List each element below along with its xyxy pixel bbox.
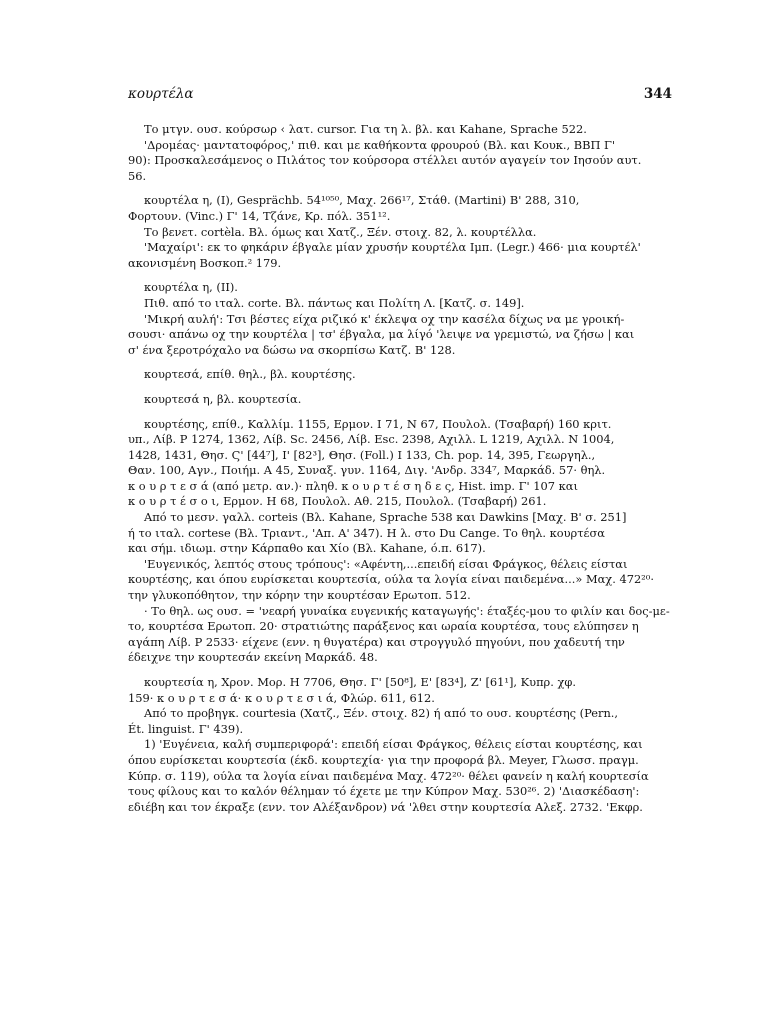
text-line: Ét. linguist. Γ' 439). <box>128 721 244 736</box>
text-line: Το μτγν. ουσ. κούρσωρ ‹ λατ. cursor. Για τη λ. βλ. και Kahane, Sprache 522. <box>144 122 587 136</box>
text-line: κουρτέλα η, (II). <box>144 280 238 295</box>
text-line: κ ο υ ρ τ ε σ ά (από μετρ. αν.)· πληθ. κ ο υ ρ τ έ σ η δ ε ς, Hist. imp. Γ' 107 και <box>128 478 578 493</box>
text-line: κουρτέσης, και όπου ευρίσκεται κουρτεσία, ούλα τα λογία είναι παιδεμένα...» Μαχ. 472²⁰· <box>128 572 654 587</box>
text-line: ακονισμένη Βοσκοπ.² 179. <box>128 255 282 270</box>
text-line: Από το προβηγκ. courtesia (Χατζ., Ξέν. στοιχ. 82) ή από το ουσ. κουρτέσης (Pern., <box>144 706 619 721</box>
text-line: την γλυκοπόθητον, την κόρην την κουρτέσαν Ερωτοπ. 512. <box>128 588 471 603</box>
running-head <box>128 86 672 102</box>
text-line: τους φίλους και το καλόν θέλημαν τό έχετε με την Κύπρον Μαχ. 530²⁶. 2) 'Διασκέδαση': <box>128 784 640 799</box>
entry-block <box>128 280 672 358</box>
text-line: Φορτουν. (Vinc.) Γ' 14, Τζάνε, Κρ. πόλ. 351¹². <box>128 208 391 223</box>
text-line: · Το θηλ. ως ουσ. = 'νεαρή γυναίκα ευγενικής καταγωγής': έταξές-μου το φιλίν και δος-με- <box>144 603 670 618</box>
running-head-word: κουρτέλα <box>128 86 194 102</box>
text-line: το, κουρτέσα Ερωτοπ. 20· στρατιώτης παράξενος και ωραία κουρτέσα, τους ελύπησεν η <box>128 619 639 634</box>
entry-block <box>128 417 672 667</box>
text-line: κουρτέσης, επίθ., Καλλίμ. 1155, Ερμον. Ι 71, Ν 67, Πουλολ. (Τσαβαρή) 160 κριτ. <box>144 416 612 431</box>
text-line: 'Ευγενικός, λεπτός στους τρόπους': «Αφέντη,...επειδή είσαι Φράγκος, θέλεις είσται <box>144 556 628 571</box>
entries <box>128 122 672 815</box>
page-number: 344 <box>643 86 672 102</box>
text-line: 'Μαχαίρι': εκ το φηκάριν έβγαλε μίαν χρυσήν κουρτέλα Ιμπ. (Legr.) 466· μια κουρτέλ' <box>144 240 641 255</box>
text-line: κουρτεσία η, Χρον. Μορ. Η 7706, Θησ. Γ' [50⁸], Ε' [83⁴], Ζ' [61¹], Κυπρ. χφ. <box>144 675 576 689</box>
text-line: όπου ευρίσκεται κουρτεσία (έκδ. κουρτεχία· για την προφορά βλ. Meyer, Γλωσσ. πραγμ. <box>128 752 639 767</box>
text-line: 90): Προσκαλεσάμενος ο Πιλάτος τον κούρσορα στέλλει αυτόν αγαγείν τον Ιησούν αυτ. <box>128 153 642 168</box>
text-line: 159· κ ο υ ρ τ ε σ ά· κ ο υ ρ τ ε σ ι ά, Φλώρ. 611, 612. <box>128 690 435 705</box>
text-line: κουρτέλα η, (I), Gesprächb. 54¹⁰⁵⁰, Μαχ. 266¹⁷, Στάθ. (Martini) Β' 288, 310, <box>144 193 580 208</box>
text-line: σ' ένα ξεροτρόχαλο να δώσω να σκορπίσω Κατζ. Β' 128. <box>128 342 456 357</box>
text-line: 'Μικρή αυλή': Τσι βέστες είχα ριζικό κ' έκλεψα οχ την κασέλα δίχως να με γροική- <box>144 311 625 326</box>
text-line: 56. <box>128 168 147 183</box>
text-line: έδειχνε την κουρτεσάν εκείνη Μαρκάδ. 48. <box>128 650 378 665</box>
text-line: και σήμ. ιδιωμ. στην Κάρπαθο και Χίο (Βλ. Kahane, ό.π. 617). <box>128 541 486 556</box>
text-line: Πιθ. από το ιταλ. corte. Βλ. πάντως και Πολίτη Λ. [Κατζ. σ. 149]. <box>144 295 525 310</box>
text-line: 1428, 1431, Θησ. Ϛ' [44⁷], Ι' [82³], Θησ. (Foll.) Ι 133, Ch. pop. 14, 395, Γεωργηλ., <box>128 447 596 462</box>
entry-block <box>128 122 672 184</box>
text-line: Από το μεσν. γαλλ. corteis (Βλ. Kahane, Sprache 538 και Dawkins [Μαχ. Β' σ. 251] <box>144 510 627 525</box>
text-line: κ ο υ ρ τ έ σ ο ι, Ερμον. Η 68, Πουλολ. Αθ. 215, Πουλολ. (Τσαβαρή) 261. <box>128 494 547 509</box>
text-line: 1) 'Ευγένεια, καλή συμπεριφορά': επειδή είσαι Φράγκος, θέλεις είσται κουρτέσης, και <box>144 737 643 752</box>
text-line: κουρτεσά η, βλ. κουρτεσία. <box>144 391 302 406</box>
text-line: υπ., Λίβ. P 1274, 1362, Λίβ. Sc. 2456, Λίβ. Esc. 2398, Αχιλλ. L 1219, Αχιλλ. N 1004, <box>128 432 615 447</box>
text-line: Κύπρ. σ. 119), ούλα τα λογία είναι παιδεμένα Μαχ. 472²⁰· θέλει φανείν η καλή κουρτεσία <box>128 768 649 783</box>
entry-block <box>128 193 672 271</box>
entry-block <box>128 675 672 815</box>
entry-block <box>128 392 672 408</box>
entry-block <box>128 367 672 383</box>
text-line: αγάπη Λίβ. P 2533· είχενε (ενν. η θυγατέρα) και στρογγυλό πηγούνι, που χαδευτή την <box>128 634 625 649</box>
text-line: Το βενετ. cortèla. Βλ. όμως και Χατζ., Ξέν. στοιχ. 82, λ. κουρτέλλα. <box>144 224 537 239</box>
text-line: εδιέβη και τον έκραξε (ενν. τον Αλέξανδρον) νά 'λθει στην κουρτεσία Αλεξ. 2732. 'Εκφρ. <box>128 799 643 814</box>
text-line: σουσι· απάνω οχ την κουρτέλα | τσ' έβγαλα, μα λίγό 'λειψε να γρεμιστώ, να ζήσω | και <box>128 327 635 342</box>
text-line: Θαν. 100, Αγν., Ποιήμ. Α 45, Συναξ. γυν. 1164, Διγ. 'Ανδρ. 334⁷, Μαρκάδ. 57· θηλ. <box>128 463 606 478</box>
text-line: ή το ιταλ. cortese (Βλ. Τριαντ., 'Απ. Α' 347). Η λ. στο Du Cange. Το θηλ. κουρτέσα <box>128 525 605 540</box>
text-line: κουρτεσά, επίθ. θηλ., βλ. κουρτέσης. <box>144 367 356 382</box>
text-line: 'Δρομέας· μαντατοφόρος,' πιθ. και με καθήκοντα φρουρού (Βλ. και Κουκ., ΒΒΠ Γ' <box>144 137 616 152</box>
